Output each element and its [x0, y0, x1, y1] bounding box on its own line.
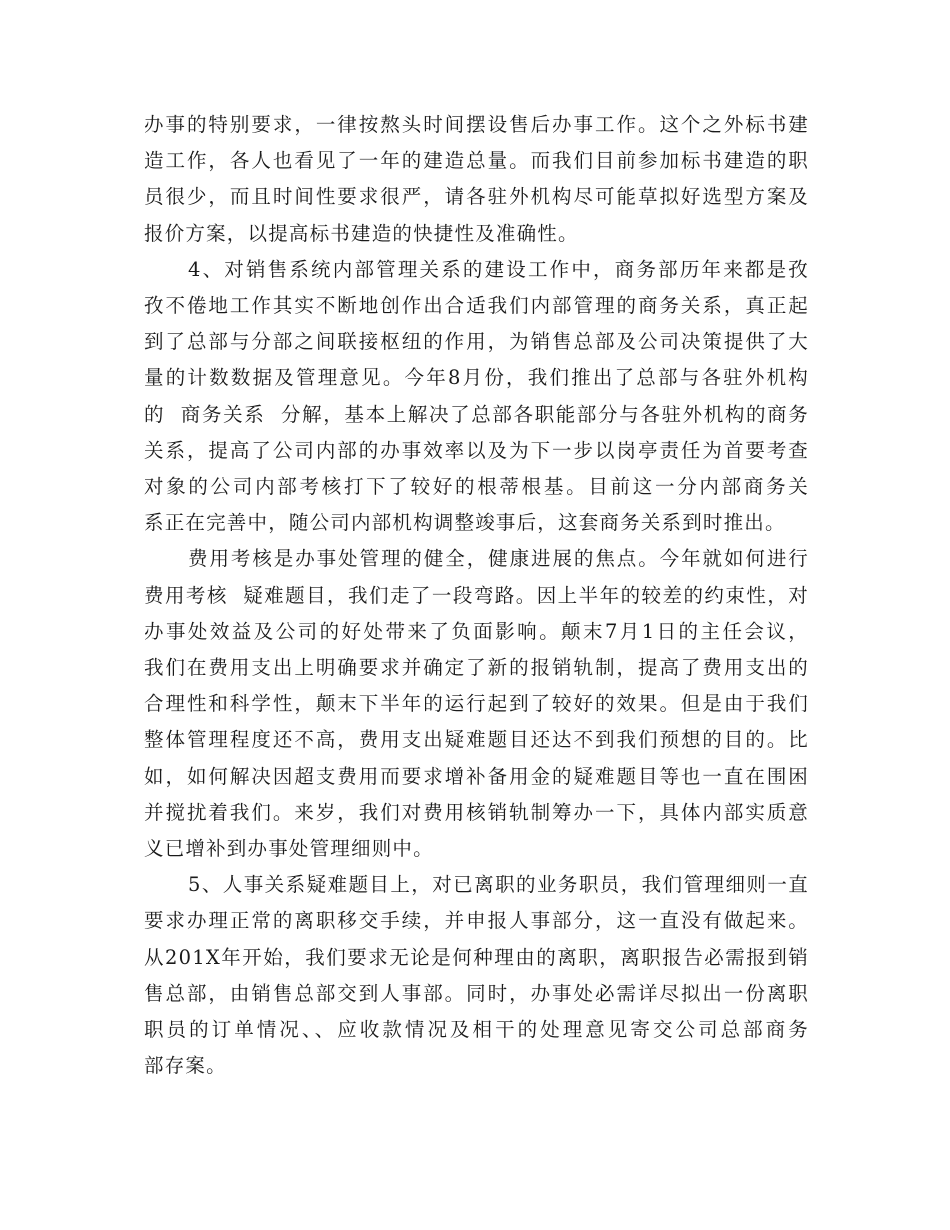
text-line: 部存案。 [144, 1054, 227, 1078]
text-line: 合理性和科学性，颠末下半年的运行起到了较好的效果。但是由于我们 [144, 692, 809, 716]
text-line: 整体管理程度还不高，费用支出疑难题目还达不到我们预想的目的。比 [144, 728, 809, 752]
text-line: 孜不倦地工作其实不断地创作出合适我们内部管理的商务关系，真正起 [144, 294, 809, 318]
text-line: 关系，提高了公司内部的办事效率以及为下一步以岗亭责任为首要考查 [144, 438, 809, 462]
text-line: 从201X年开始，我们要求无论是何种理由的离职，离职报告必需报到销 [144, 945, 809, 969]
paragraph-2 [144, 252, 809, 542]
text-line: 的 商务关系 分解，基本上解决了总部各职能部分与各驻外机构的商务 [144, 402, 809, 426]
document-body [144, 107, 809, 1084]
paragraph-3 [144, 541, 809, 867]
text-line: 员很少，而且时间性要求很严，请各驻外机构尽可能草拟好选型方案及 [144, 185, 809, 209]
text-line: 5、人事关系疑难题目上，对已离职的业务职员，我们管理细则一直 [188, 873, 809, 897]
text-line: 量的计数数据及管理意见。今年8月份，我们推出了总部与各驻外机构 [144, 366, 809, 390]
text-line: 售总部，由销售总部交到人事部。同时，办事处必需详尽拟出一份离职 [144, 981, 809, 1005]
text-line: 费用考核 疑难题目，我们走了一段弯路。因上半年的较差的约束性，对 [144, 583, 809, 607]
text-line: 我们在费用支出上明确要求并确定了新的报销轨制，提高了费用支出的 [144, 656, 809, 680]
text-line: 要求办理正常的离职移交手续，并申报人事部分，这一直没有做起来。 [144, 909, 809, 933]
text-line: 职员的订单情况、、应收款情况及相干的处理意见寄交公司总部商务 [144, 1018, 809, 1042]
text-line: 义已增补到办事处管理细则中。 [144, 837, 434, 861]
text-line: 报价方案，以提高标书建造的快捷性及准确性。 [144, 221, 579, 245]
text-line: 办事的特别要求，一律按熬头时间摆设售后办事工作。这个之外标书建 [144, 113, 809, 136]
text-line: 如，如何解决因超支费用而要求增补备用金的疑难题目等也一直在围困 [144, 764, 809, 788]
text-line: 办事处效益及公司的好处带来了负面影响。颠末7月1日的主任会议， [144, 619, 809, 643]
paragraph-1 [144, 107, 809, 252]
text-line: 4、对销售系统内部管理关系的建设工作中，商务部历年来都是孜 [188, 257, 809, 281]
paragraph-4 [144, 867, 809, 1084]
text-line: 并搅扰着我们。来岁，我们对费用核销轨制筹办一下，具体内部实质意 [144, 800, 809, 824]
text-line: 到了总部与分部之间联接枢纽的作用，为销售总部及公司决策提供了大 [144, 330, 809, 354]
text-line: 造工作，各人也看见了一年的建造总量。而我们目前参加标书建造的职 [144, 149, 809, 173]
text-line: 费用考核是办事处管理的健全，健康进展的焦点。今年就如何进行 [188, 547, 809, 571]
text-line: 系正在完善中，随公司内部机构调整竣事后，这套商务关系到时推出。 [144, 511, 786, 535]
text-line: 对象的公司内部考核打下了较好的根蒂根基。目前这一分内部商务关 [144, 475, 809, 499]
